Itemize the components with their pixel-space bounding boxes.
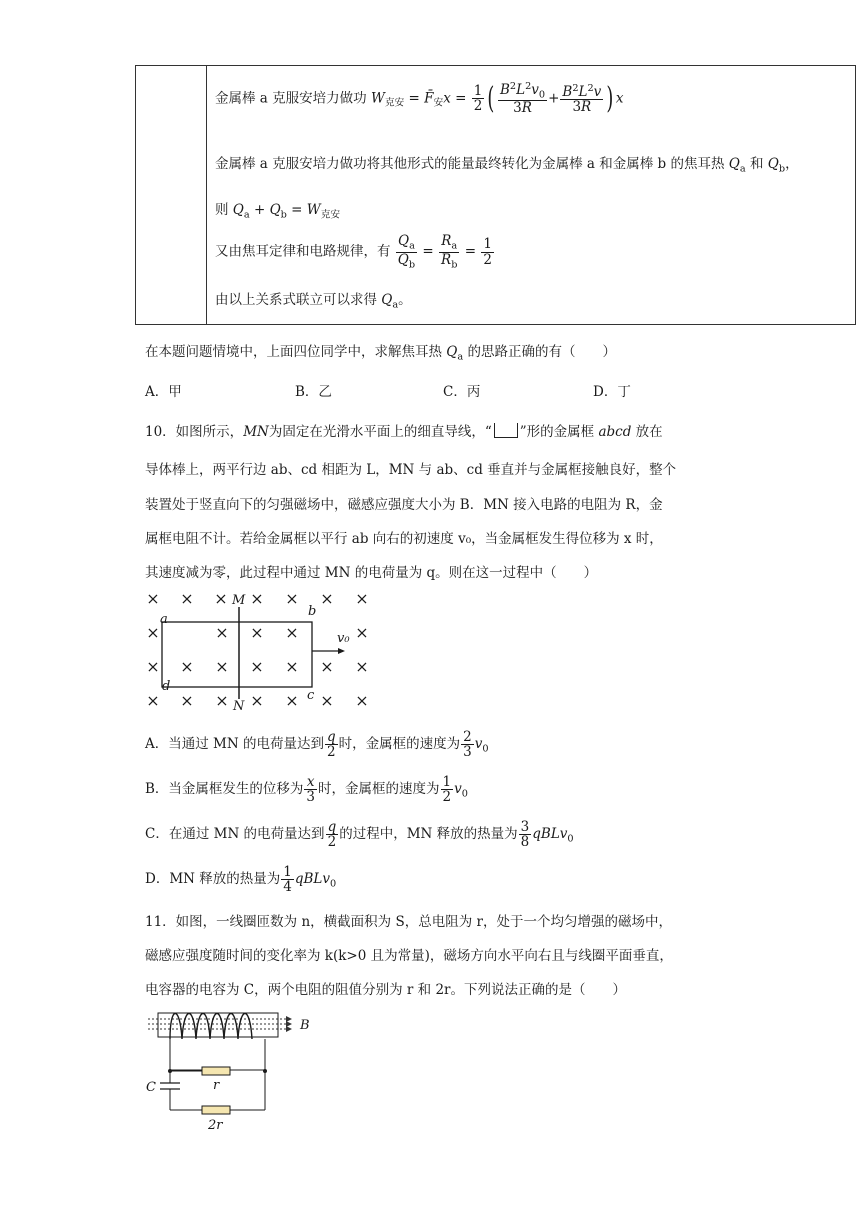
q11-line-1: 11．如图，一线圈匝数为 n，横截面积为 S，总电阻为 r，处于一个均匀增强的磁场中， (145, 914, 672, 930)
q10-option-c[interactable]: C．在通过 MN 的电荷量达到 $\frac{q}{2}$ 的过程中，MN 释放的热量为 $\frac{3}{8}$ qBLv$_0$ (145, 819, 574, 851)
svg-text:×: × (215, 691, 229, 710)
svg-text:×: × (285, 623, 299, 642)
magnetic-field-crosses (146, 589, 368, 710)
svg-text:×: × (146, 589, 160, 608)
q11-line-3: 电容器的电容为 C，两个电阻的阻值分别为 r 和 2r。下列说法正确的是（ ） (145, 982, 626, 998)
table-text: 金属棒 a 克服安培力做功 (215, 90, 367, 107)
arrow-icon (286, 1021, 292, 1027)
svg-text:×: × (320, 657, 334, 676)
svg-text:×: × (320, 589, 334, 608)
svg-text:×: × (214, 589, 228, 608)
label-c: c (307, 688, 315, 703)
svg-text:×: × (146, 691, 160, 710)
q10-option-b[interactable]: B．当金属框发生的位移为 $\frac{x}{3}$ 时，金属框的速度为 $\frac{1}{2}$ $v_0$ (145, 774, 468, 806)
q10-line-5: 其速度减为零，此过程中通过 MN 的电荷量为 q。则在这一过程中（ ） (145, 565, 598, 581)
svg-text:×: × (285, 589, 299, 608)
svg-text:×: × (355, 623, 369, 642)
field-lines (148, 1019, 290, 1029)
svg-text:×: × (215, 623, 229, 642)
label-c: C (146, 1080, 156, 1095)
q10-line-4: 属框电阻不计。若给金属框以平行 ab 向右的初速度 v₀，当金属框发生得位移为 x 时， (145, 531, 663, 547)
svg-text:×: × (146, 623, 160, 642)
table-row-sum: 则 $Q_a + Q_b = W_{克安}$ (215, 202, 341, 221)
q9-option-c[interactable]: C．丙 (443, 384, 481, 400)
q11-circuit-figure (140, 1005, 330, 1135)
svg-text:×: × (250, 623, 264, 642)
arrow-icon (286, 1016, 292, 1022)
label-v0: v₀ (337, 631, 350, 646)
table-row-work: 金属棒 a 克服安培力做功 $W_{克安}$ = $F̄_安x$ = $\frac{1}{2}$ ( $\frac{B^2L^2v_0}{3R}$ + $\frac{B^2L^2v}{3R}$ ) x (215, 80, 624, 117)
coil-core (158, 1013, 278, 1037)
q9-option-b[interactable]: B．乙 (295, 384, 332, 400)
q10-option-d[interactable]: D．MN 释放的热量为 $\frac{1}{4}$ qBLv$_0$ (145, 864, 337, 896)
svg-text:×: × (320, 691, 334, 710)
table-row-ratio: 又由焦耳定律和电路规律，有 $\frac{Q_a}{Q_b}$ = $\frac{R_a}{R_b}$ = $\frac{1}{2}$ (215, 233, 492, 270)
q10-line-3: 装置处于竖直向下的匀强磁场中，磁感应强度大小为 B．MN 接入电路的电阻为 R，金 (145, 497, 663, 513)
q11-line-2: 磁感应强度随时间的变化率为 k(k>0 且为常量)，磁场方向水平向右且与线圈平面垂直， (145, 948, 673, 964)
svg-text:×: × (146, 657, 160, 676)
arrow-head-icon (338, 648, 345, 654)
svg-text:×: × (250, 691, 264, 710)
svg-text:×: × (285, 657, 299, 676)
label-2r: 2r (208, 1118, 223, 1133)
svg-text:×: × (180, 657, 194, 676)
svg-text:×: × (180, 691, 194, 710)
table-divider (206, 66, 207, 324)
table-row-energy: 金属棒 a 克服安培力做功将其他形式的能量最终转化为金属棒 a 和金属棒 b 的焦耳热 $Q_a$ 和 $Q_b$， (215, 156, 799, 175)
label-d: d (162, 679, 171, 694)
coil-winding (170, 1014, 252, 1040)
q9-stem: 在本题问题情境中，上面四位同学中，求解焦耳热 $Q_a$ 的思路正确的有（ ） (145, 344, 616, 363)
table-row-conclude: 由以上关系式联立可以求得 $Q_a$。 (215, 292, 412, 311)
svg-text:×: × (285, 691, 299, 710)
svg-text:×: × (355, 691, 369, 710)
junction-dot (263, 1069, 267, 1073)
svg-text:×: × (355, 589, 369, 608)
q10-option-a[interactable]: A．当通过 MN 的电荷量达到 $\frac{q}{2}$ 时，金属框的速度为 $\frac{2}{3}$ $v_0$ (145, 729, 489, 761)
arrow-icon (286, 1026, 292, 1032)
resistor-r (202, 1067, 230, 1075)
svg-text:×: × (180, 589, 194, 608)
label-r: r (213, 1078, 220, 1093)
q9-option-d[interactable]: D．丁 (593, 384, 631, 400)
label-m: M (232, 593, 246, 608)
label-n: N (233, 699, 245, 714)
u-shape-icon (494, 423, 518, 438)
q10-line-1: 10．如图所示，MN为固定在光滑水平面上的细直导线，“ ”形的金属框 abcd 放在 (145, 424, 663, 440)
q10-figure (140, 585, 380, 715)
q9-option-a[interactable]: A．甲 (145, 384, 182, 400)
label-b: b (308, 604, 317, 619)
q10-line-2: 导体棒上，两平行边 ab、cd 相距为 L，MN 与 ab、cd 垂直并与金属框接触良好，整个 (145, 462, 677, 478)
svg-text:×: × (250, 657, 264, 676)
svg-text:×: × (215, 657, 229, 676)
table-text: 金属棒 a 克服安培力做功将其他形式的能量最终转化为金属棒 a 和金属棒 b 的焦耳热 (215, 156, 725, 172)
resistor-2r (202, 1106, 230, 1114)
label-a: a (160, 612, 168, 627)
label-b: B (300, 1018, 310, 1033)
svg-text:×: × (250, 589, 264, 608)
svg-text:×: × (355, 657, 369, 676)
junction-dot (168, 1069, 172, 1073)
